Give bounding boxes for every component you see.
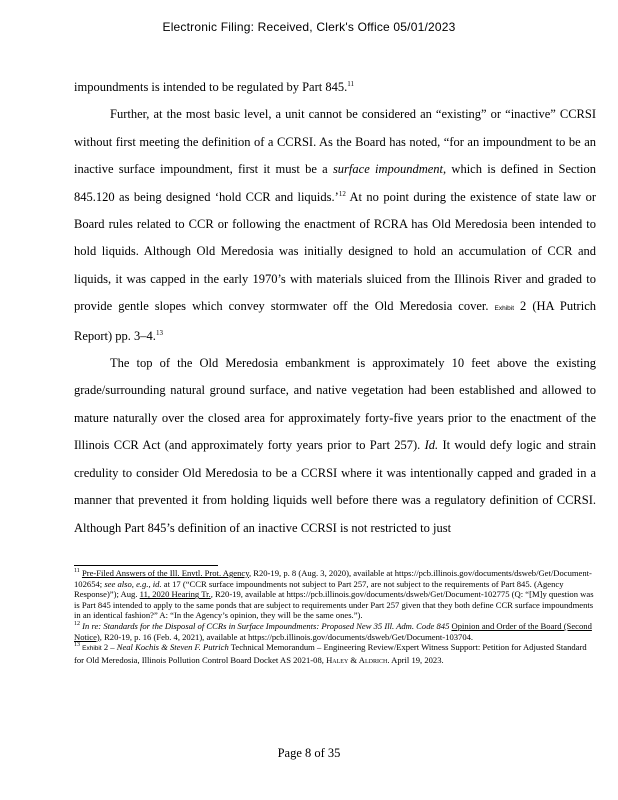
footnote-divider	[74, 565, 218, 566]
citation-link: Pre-Filed Answers of the Ill. Envtl. Prot. Agency	[81, 568, 249, 578]
footnote-12: $^{12}$ In re: Standards for the Disposal of CCRs in Surface Impoundments: Proposed New 35 Ill. Adm. Code 845 Opinion and Order of the Board (Second Notice), R20-19, p. 16 (Feb. 4, 2021), available at https://pcb.illinois.gov/documents/dsweb/Get/Document-103704.	[74, 620, 592, 642]
paragraph-3: The top of the Old Meredosia embankment is approximately 10 feet above the existing grade/surrounding natural ground surface, and native vegetation had been established and allowed to mature naturally over the closed area for approximately forty-five years prior to the enactment of the Illinois CCR Act (and approximately forty years prior to Part 257). Id. It would defy logic and strain credulity to consider Old Meredosia to be a CCRSI where it was intentionally capped and graded in a manner that prevented it from holding liquids well before there was a regulatory definition of CCRSI. Although Part 845’s definition of an inactive CCRSI is not restricted to just	[74, 356, 596, 535]
filing-header: Electronic Filing: Received, Clerk's Office 05/01/2023	[162, 20, 456, 34]
page-number: Page 8 of 35	[277, 746, 341, 760]
document-body	[74, 74, 596, 542]
footnote-ref-11[interactable]: 11	[347, 79, 354, 88]
paragraph-1: impoundments is intended to be regulated by Part 845.11	[74, 79, 354, 94]
footnote-13: $^{13}$ Exhibit 2 – Neal Kochis & Steven F. Putrich Technical Memorandum – Engineering Review/Expert Witness Support: Petition for Adjusted Standard for Old Meredosia, Illinois Pollution Control Board Docket AS 2021-08, Haley & Aldrich. April 19, 2023.	[74, 642, 587, 665]
paragraph-2: Further, at the most basic level, a unit cannot be considered an “existing” or “inactive” CCRSI without first meeting the definition of a CCRSI. As the Board has noted, “for an impoundment to be an inactive surface impoundment, first it must be a surface impoundment, which is defined in Section 845.120 as being designed ‘hold CCR and liquids.’$^{12}$ At no point during the existence of state law or Board rules related to CCR or following the enactment of RCRA has Old Meredosia been intended to hold liquids. Although Old Meredosia was initially designed to hold an accumulation of CCR and liquids, it was capped in the early 1970’s with materials sluiced from the Illinois River and graded to provide gentle slopes which convey stormwater off the Old Meredosia cover. Exhibit 2 (HA Putrich Report) pp. 3–4.13	[74, 107, 596, 343]
footnotes-section	[74, 568, 596, 665]
footnote-ref-12[interactable]: 12	[338, 189, 346, 198]
footnote-ref-13[interactable]: 13	[155, 328, 163, 337]
footnote-11: $^{11}$ Pre-Filed Answers of the Ill. Envtl. Prot. Agency, R20-19, p. 8 (Aug. 3, 2020), available at https://pcb.illinois.gov/documents/dsweb/Get/Document-102654; see also, e.g., id. at 17 (“CCR surface impoundments not subject to Part 257, are not subject to the requirements of Part 845. (Agency Response)”); Aug. 11, 2020 Hearing Tr., R20-19, available at https://pcb.illinois.gov/documents/dsweb/Get/Document-102775 (Q: “[M]y question was is Part 845 intended to apply to the same ponds that are subject to requirements under Part 257 given that they both define CCR surface impoundments in an identical fashion?” A: “In the Agency’s opinion, they will be the same ones.”).	[74, 568, 594, 621]
exhibit-label: Exhibit	[494, 305, 515, 313]
